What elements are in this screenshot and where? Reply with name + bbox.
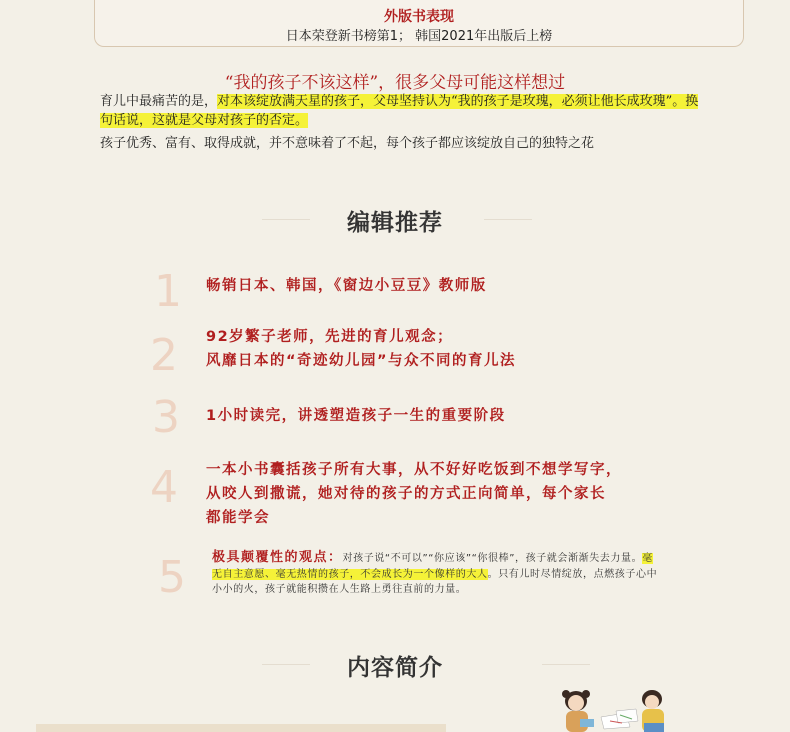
item-line: 1小时读完，讲透塑造孩子一生的重要阶段 [206,408,506,424]
item-line: 一本小书囊括孩子所有大事，从不好好吃饭到不想学写字， [206,462,622,478]
editor-item-5 [212,550,662,598]
overseas-title: 外版书表现 [384,9,454,25]
item5-highlight: 毫无自主意愿、毫无热情的孩子，不会成长为一个像样的大人 [212,553,653,580]
item-line: 畅销日本、韩国，《窗边小豆豆》教师版 [206,278,487,294]
editor-item-4 [206,458,622,530]
item5-lead: 极具颠覆性的观点： [212,550,343,565]
quote-paragraph [100,92,710,130]
item-number-4: 4 [150,462,178,513]
editor-item-2 [206,325,516,373]
item-line: 92岁繁子老师，先进的育儿观念； [206,329,454,345]
divider-right-2 [542,664,590,665]
item-number-5: 5 [158,552,186,603]
quote-title: “我的孩子不该这样”，很多父母可能这样想过 [224,73,566,93]
bottom-strip [36,724,446,732]
item-line: 从咬人到撒谎，她对待的孩子的方式正向简单，每个家长 [206,486,606,502]
quote-highlight: 对本该绽放满天星的孩子，父母坚持认为“我的孩子是玫瑰，必须让他长成玫瑰”。换句话说，这就是父母对孩子的否定。 [100,94,699,128]
quote-paragraph-2: 孩子优秀、富有、取得成就，并不意味着了不起，每个孩子都应该绽放自己的独特之花 [100,136,595,151]
item-line: 都能学会 [206,510,270,526]
item5-text-a: 对孩子说“不可以”“你应该”“你很棒”，孩子就会渐渐失去力量。 [342,553,643,564]
editor-item-1 [206,274,487,298]
item-number-2: 2 [150,330,178,381]
item-number-1: 1 [154,266,182,317]
item-number-3: 3 [152,392,180,443]
editor-item-3 [206,404,506,428]
editor-section-title: 编辑推荐 [347,210,443,236]
item-line: 风靡日本的“奇迹幼儿园”与众不同的育儿法 [206,353,517,369]
divider-right [484,219,532,220]
item5-text-b: 。只有儿时尽情绽放，点燃孩子心中小小的火，孩子就能积攒在人生路上勇往直前的力量。 [212,568,658,595]
content-section-title: 内容简介 [347,655,443,681]
children-illustration [556,683,674,732]
quote-plain: 育儿中最痛苦的是， [100,94,218,109]
overseas-subtitle: 日本荣登新书榜第1； 韩国2021年出版后上榜 [285,29,553,44]
overseas-performance-box [94,0,744,47]
